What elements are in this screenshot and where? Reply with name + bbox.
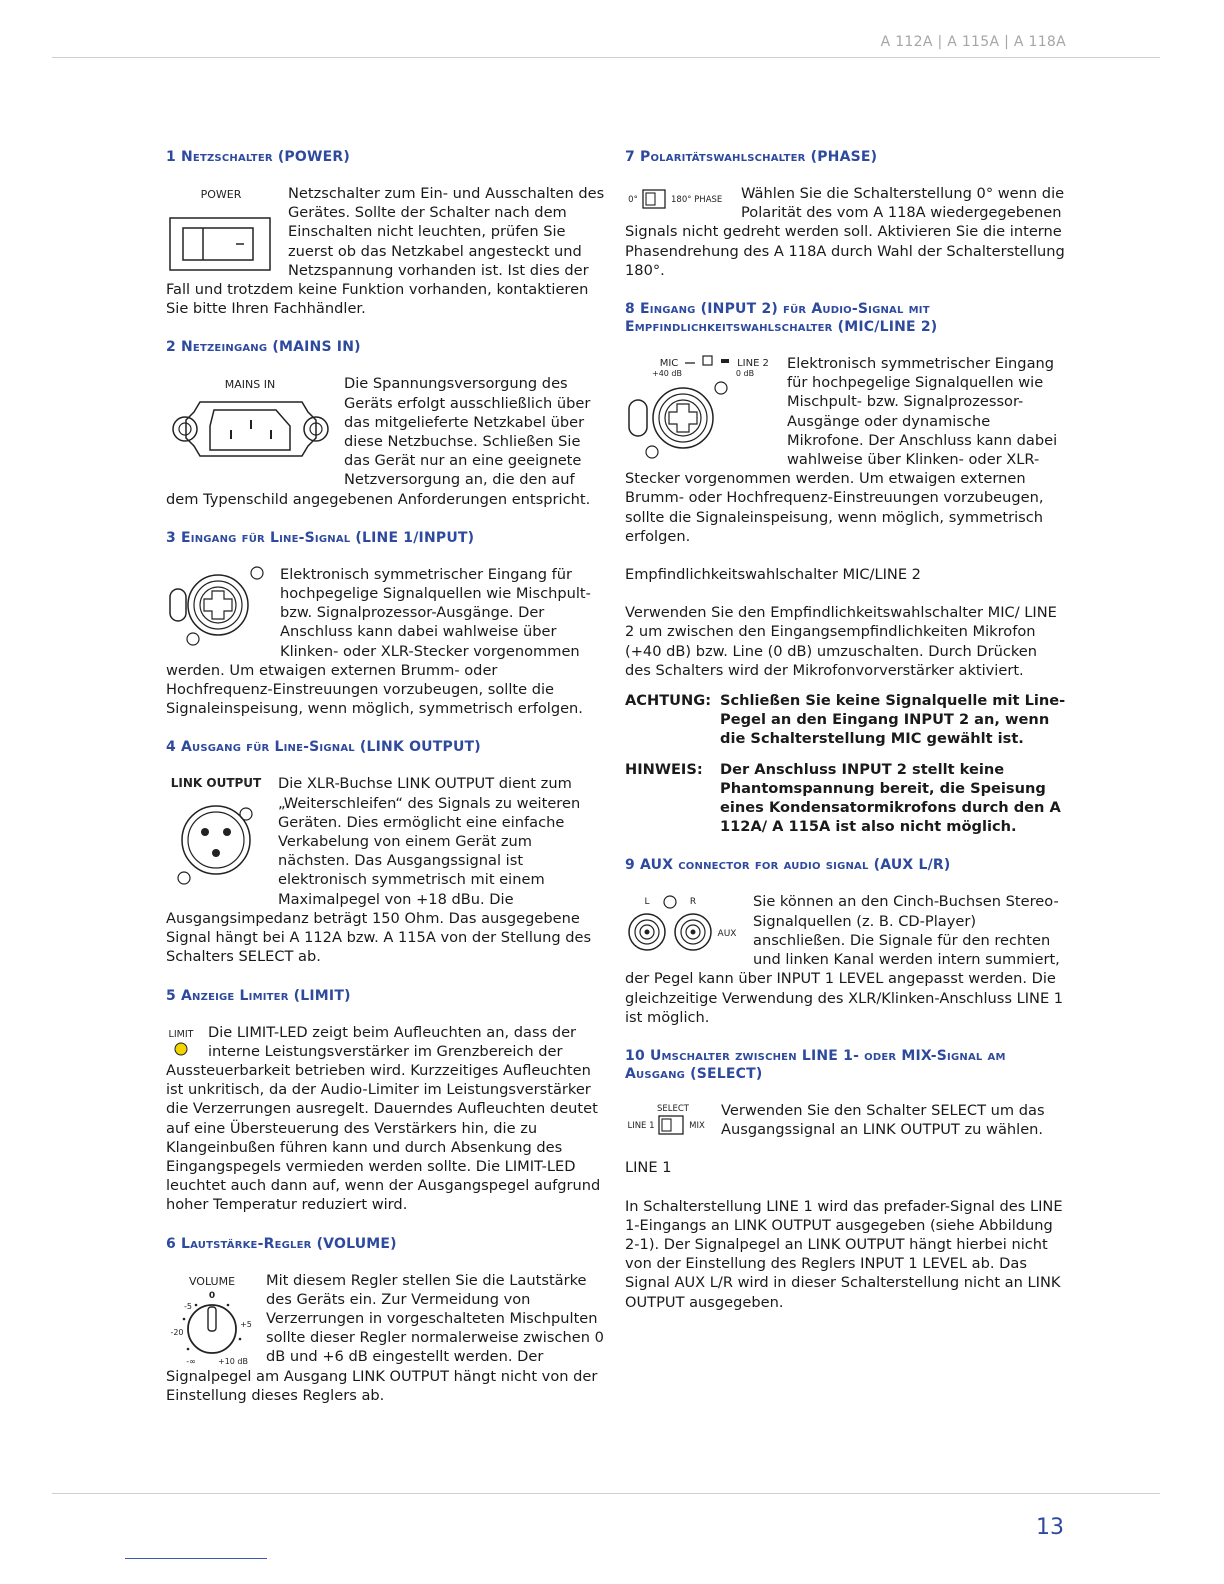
section-text: Mit diesem Regler stellen Sie die Lautstärke des Geräts ein. Zur Vermeidung von Verzerrungen in vorgeschalteten Mischpulten sollte dieser Regler normalerweise zwischen 0 dB und +6 dB eingestellt werden. Der Signalpegel am Ausgang LINK OUTPUT hängt nicht von der Einstellung dieses Reglers ab.: [166, 1271, 604, 1404]
limit-figure-label: LIMIT: [168, 1028, 194, 1040]
hint-label: HINWEIS:: [625, 760, 703, 778]
right-column: [625, 148, 1067, 1332]
svg-text:0 dB: 0 dB: [735, 369, 755, 379]
subsection-text: Verwenden Sie den Empfindlichkeitswahlschalter MIC/ LINE 2 um zwischen den Eingangsempfindlichkeiten Mikrofon (+40 dB) bzw. Line (0 dB) umzuschalten. Durch Drücken des Schalters wird der Mikrofonvorverstärker aktiviert.: [625, 604, 1057, 679]
section-link-output: [166, 738, 606, 966]
section-heading: 8 Eingang (INPUT 2) für Audio-Signal mit Empfindlichkeitswahlschalter (MIC/LINE 2): [625, 301, 938, 336]
volume-knob-figure: [166, 1271, 254, 1367]
section-heading: 2 Netzeingang (MAINS IN): [166, 339, 361, 356]
svg-text:L: L: [644, 897, 650, 908]
section-heading: 1 Netzschalter (POWER): [166, 149, 350, 165]
svg-text:MIX: MIX: [689, 1120, 705, 1131]
section-heading: 5 Anzeige Limiter (LIMIT): [166, 987, 351, 1004]
section-heading: 4 Ausgang für Line-Signal (LINK OUTPUT): [166, 739, 481, 756]
section-text: Die XLR-Buchse LINK OUTPUT dient zum „Weiterschleifen“ des Signals zu weiteren Geräten. Dies ermöglicht eine einfache Verkabelung von einem Gerät zum nächsten. Das Ausgangssignal ist elektronisch symmetrisch mit einem Maximalpegel von +18 dBu. Die Ausgangsimpedanz beträgt 150 Ohm. Das ausgegebene Signal hängt bei A 112A bzw. A 115A von der Stellung des Schalters SELECT ab.: [166, 775, 592, 966]
section-text: Netzschalter zum Ein- und Ausschalten des Gerätes. Sollte der Schalter nach dem Einschalten nicht leuchten, prüfen Sie zuerst ob das Netzkabel angesteckt und Netzspannung vorhanden ist. Ist dies der Fall und trotzdem keine Funktion vorhanden, kontaktieren Sie bitte Ihren Fachhändler.: [166, 185, 605, 318]
subsection-text: In Schalterstellung LINE 1 wird das prefader-Signal des LINE 1-Eingangs an LINK OUTPUT ausgegeben (siehe Abbildung 2-1). Der Signalpegel an LINK OUTPUT hängt hierbei nicht von der Einstellung des Reglers INPUT 1 LEVEL ab. Das Signal AUX L/R wird in dieser Schalterstellung nicht an LINK OUTPUT ausgegeben.: [625, 1197, 1063, 1311]
section-phase: [625, 148, 1067, 280]
svg-text:-5: -5: [184, 1301, 192, 1311]
input2-combo-figure: [625, 354, 775, 462]
section-heading: 6 Lautstärke-Regler (VOLUME): [166, 1235, 397, 1252]
section-text: Die LIMIT-LED zeigt beim Aufleuchten an, dass der interne Leistungsverstärker im Grenzbereich der Aussteuerbarkeit betrieben wird. Kurzzeitiges Aufleuchten ist unkritisch, da der Audio-Limiter im Leistungsverstärker die Verzerrungen ausregelt. Dauerndes Aufleuchten deutet auf eine Übersteuerung des Verstärkers hin, die zu Klangeinbußen führen kann und durch Absenkung des Eingangspegels vermieden werden sollte. Die LIMIT-LED leuchtet auch dann auf, wenn der Ausgangspegel aufgrund hoher Temperatur reduziert wird.: [166, 1023, 601, 1214]
svg-text:+10 dB: +10 dB: [218, 1356, 248, 1366]
svg-text:SELECT: SELECT: [657, 1103, 689, 1114]
section-select: [625, 1047, 1067, 1312]
svg-text:AUX: AUX: [717, 929, 737, 940]
mains-socket-figure: [166, 374, 332, 474]
section-volume: [166, 1235, 606, 1405]
header-rule: [52, 57, 1160, 58]
page-number: 13: [1036, 1515, 1064, 1540]
svg-text:+5: +5: [240, 1319, 252, 1329]
section-heading: 10 Umschalter zwischen LINE 1- oder MIX-Signal am Ausgang (SELECT): [625, 1047, 1006, 1082]
hint-note: [625, 760, 1067, 837]
subsection-title: Empfindlichkeitswahlschalter MIC/LINE 2: [625, 566, 921, 584]
left-column: [166, 148, 606, 1425]
link-output-figure-label: LINK OUTPUT: [170, 776, 262, 791]
hint-text: Der Anschluss INPUT 2 stellt keine Phantomspannung bereit, die Speisung eines Kondensatormikrofons durch den A 112A/ A 115A ist also nicht möglich.: [720, 760, 1061, 836]
select-switch-figure: [625, 1101, 709, 1137]
svg-text:0: 0: [208, 1290, 216, 1301]
phase-switch-figure: [625, 186, 729, 216]
section-line1-input: [166, 529, 606, 719]
section-text: Elektronisch symmetrischer Eingang für hochpegelige Signalquellen wie Mischpult- bzw. Signalprozessor-Ausgänge. Der Anschluss kann dabei wahlweise über Klinken- oder XLR-Stecker vorgenommen werden. Um etwaigen externen Brumm- oder Hochfrequenz-Einstreuungen vorzubeugen, sollte die Signaleinspeisung, wenn möglich, symmetrisch erfolgen.: [166, 565, 591, 718]
svg-text:LINE 2: LINE 2: [737, 358, 769, 370]
section-mains-in: [166, 338, 606, 508]
footer-accent-line: [125, 1558, 267, 1559]
section-limit: [166, 987, 606, 1215]
warning-note: [625, 691, 1067, 749]
svg-text:MIC: MIC: [659, 358, 679, 370]
warning-text: Schließen Sie keine Signalquelle mit Line-Pegel an den Eingang INPUT 2 an, wenn die Schalterstellung MIC gewählt ist.: [720, 692, 1066, 748]
power-figure-label: POWER: [200, 188, 242, 201]
section-heading: 7 Polaritätswahlschalter (PHASE): [625, 149, 878, 165]
svg-text:LINE 1: LINE 1: [627, 1120, 655, 1131]
page-header-title: A 112A | A 115A | A 118A: [880, 34, 1066, 50]
power-switch-figure: [166, 184, 276, 274]
svg-text:180° PHASE: 180° PHASE: [671, 195, 723, 205]
footer-rule: [52, 1493, 1160, 1494]
svg-text:+40 dB: +40 dB: [652, 369, 682, 379]
section-text: Sie können an den Cinch-Buchsen Stereo-Signalquellen (z. B. CD-Player) anschließen. Die Signale für den rechten und linken Kanal werden intern summiert, der Pegel kann über INPUT 1 LEVEL angepasst werden. Die gleichzeitige Verwendung des XLR/Klinken-Anschluss LINE 1 ist möglich.: [625, 893, 1064, 1026]
combo-jack-icon: [166, 565, 268, 649]
section-aux: [625, 856, 1067, 1026]
xlr-output-figure: [166, 774, 266, 892]
section-text: Wählen Sie die Schalterstellung 0° wenn die Polarität des vom A 118A wiedergegebenen Signals nicht gedreht werden soll. Aktivieren Sie die interne Phasendrehung des A 118A durch Wahl der Schalterstellung 180°.: [625, 185, 1065, 279]
section-power: [166, 148, 606, 318]
mains-figure-label: MAINS IN: [224, 378, 276, 392]
section-heading: 9 AUX connector for audio signal (AUX L/R): [625, 857, 951, 874]
svg-text:0°: 0°: [628, 195, 638, 205]
limit-led-figure: [166, 1023, 200, 1061]
section-heading: 3 Eingang für Line-Signal (LINE 1/INPUT): [166, 529, 475, 546]
section-text: Die Spannungsversorgung des Geräts erfolgt ausschließlich über das mitgelieferte Netzkabel über diese Netzbuchse. Schließen Sie das Gerät nur an eine geeignete Netzversorgung an, die den auf dem Typenschild angegebenen Anforderungen entspricht.: [166, 375, 591, 508]
section-text: Elektronisch symmetrischer Eingang für hochpegelige Signalquellen wie Mischpult- bzw. Signalprozessor-Ausgänge oder dynamische Mikrofone. Der Anschluss kann dabei wahlweise über Klinken- oder XLR-Stecker vorgenommen werden. Um etwaigen externen Brumm- oder Hochfrequenz-Einstreuungen vorzubeugen, sollte die Signaleinspeisung, wenn möglich, symmetrisch erfolgen.: [625, 355, 1058, 545]
svg-text:-20: -20: [170, 1327, 184, 1337]
subsection-title: LINE 1: [625, 1159, 672, 1177]
section-input2: [625, 300, 1067, 836]
section-text: Verwenden Sie den Schalter SELECT um das Ausgangssignal an LINK OUTPUT zu wählen.: [721, 1101, 1045, 1139]
svg-text:-∞: -∞: [186, 1356, 196, 1366]
svg-text:R: R: [689, 897, 697, 908]
volume-figure-label: VOLUME: [188, 1274, 236, 1288]
aux-rca-figure: [625, 892, 741, 956]
warning-label: ACHTUNG:: [625, 692, 712, 710]
